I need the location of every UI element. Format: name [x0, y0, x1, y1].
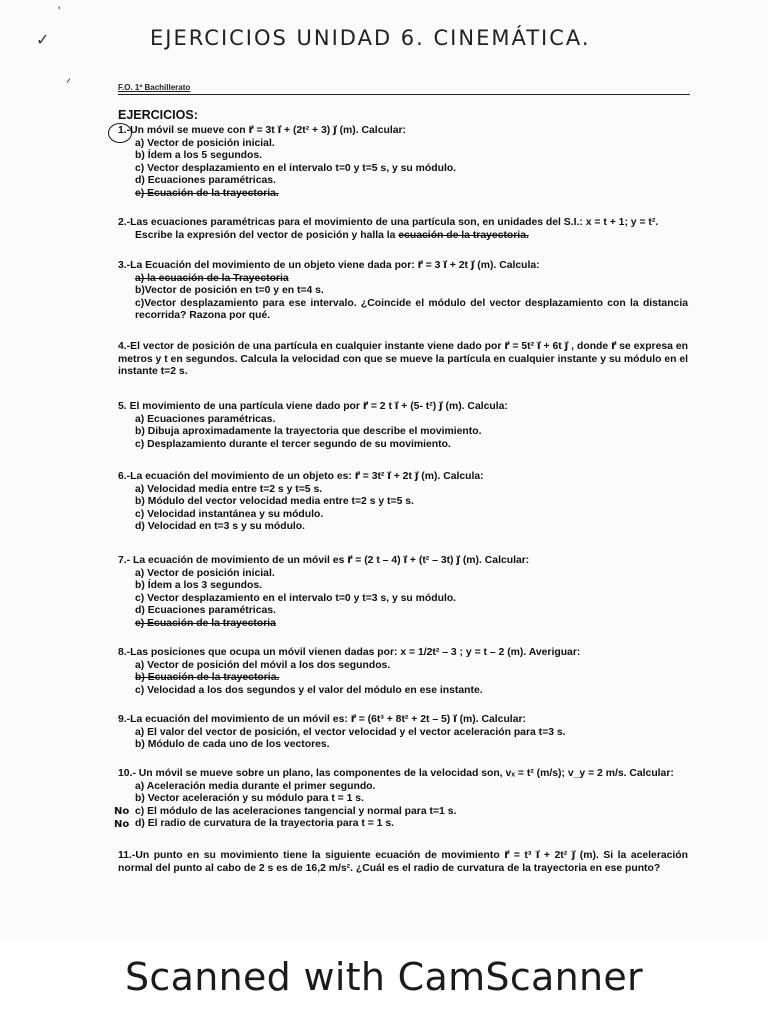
exercise-11	[118, 850, 688, 875]
exercise-number: 5.	[118, 401, 127, 412]
exercise-number: 10.-	[118, 768, 136, 779]
handwritten-no-mark: No	[114, 819, 130, 830]
exercise-item-struck: e) Ecuación de la trayectoria	[135, 617, 276, 629]
exercise-number: 2.-	[118, 217, 131, 228]
exercise-statement: El movimiento de una partícula viene dado por r⃗ = 2 t i⃗ + (5- t²) j⃗ (m). Calcula:	[129, 401, 508, 412]
exercise-statement: La Ecuación del movimiento de un objeto viene dada por: r⃗ = 3 i⃗ + 2t j⃗ (m). Calcula:	[130, 260, 540, 271]
exercise-statement: Las posiciones que ocupa un móvil vienen dadas por: x = 1/2t² – 3 ; y = t – 2 (m). Averiguar:	[130, 647, 581, 658]
exercise-item: d) Ecuaciones paramétricas.	[135, 175, 276, 187]
exercise-item: a) El valor del vector de posición, el vector velocidad y el vector aceleración para t=3 s.	[135, 726, 566, 738]
exercise-item-struck: b) Ecuación de la trayectoria.	[135, 672, 280, 684]
course-label: F.O. 1º Bachillerato	[118, 83, 191, 92]
exercise-item: a) Ecuaciones paramétricas.	[135, 413, 276, 425]
exercise-number: 11.-	[118, 850, 136, 861]
exercise-item: b) Módulo del vector velocidad media entre t=2 s y t=5 s.	[135, 496, 414, 508]
exercise-item: b) Vector aceleración y su módulo para t = 1 s.	[135, 793, 364, 805]
header-rule	[118, 94, 690, 95]
exercise-item: a) Velocidad media entre t=2 s y t=5 s.	[135, 483, 323, 495]
exercise-item: a) Vector de posición inicial.	[135, 567, 275, 579]
handwritten-title: EJERCICIOS UNIDAD 6. CINEMÁTICA.	[150, 26, 591, 50]
exercise-number: 4.-	[118, 341, 131, 352]
exercise-item: c) Velocidad a los dos segundos y el valor del módulo en ese instante.	[135, 684, 483, 696]
exercise-item: a) Aceleración media durante el primer segundo.	[135, 780, 376, 792]
exercise-statement: La ecuación del movimiento de un móvil es: r⃗ = (6t³ + 8t² + 2t – 5) i⃗ (m). Calcular:	[130, 714, 526, 725]
exercise-continuation: Escribe la expresión del vector de posición y halla la	[135, 229, 396, 241]
exercise-number: 6.-	[118, 471, 131, 482]
exercise-5	[118, 401, 688, 451]
exercise-item-struck: a) la ecuación de la Trayectoria	[135, 272, 289, 284]
scan-speck: '	[58, 4, 61, 18]
handwritten-no-mark: No	[114, 806, 130, 817]
section-title: EJERCICIOS:	[118, 108, 198, 122]
exercise-statement: Un móvil se mueve sobre un plano, las componentes de la velocidad son, vₓ = t² (m/s); v_y = 2 m/s. Calcular:	[138, 768, 674, 779]
scan-speck: ᐟ	[66, 76, 72, 90]
exercise-number: 9.-	[118, 714, 131, 725]
exercise-number: 1.-	[118, 125, 131, 136]
exercise-item: d) Velocidad en t=3 s y su módulo.	[135, 521, 306, 533]
exercise-statement: La ecuación de movimiento de un móvil es r⃗ = (2 t – 4) i⃗ + (t² – 3t) j⃗ (m). Calcular:	[133, 555, 530, 566]
exercise-statement: El vector de posición de una partícula en cualquier instante viene dado por r⃗ = 5t² i⃗ + 6t j⃗ , donde r⃗ se expresa en metros y t en segundos. Calcula la velocidad con que se mueve la partícula en cualquier instante y su módulo en el instante t=2 s.	[118, 341, 688, 378]
exercise-8	[118, 647, 688, 697]
exercise-item: b) Dibuja aproximadamente la trayectoria que describe el movimiento.	[135, 426, 482, 438]
exercise-2	[118, 217, 688, 242]
exercise-10	[118, 768, 688, 831]
exercise-statement: Un móvil se mueve con r⃗ = 3t i⃗ + (2t² + 3) j⃗ (m). Calcular:	[130, 125, 406, 136]
exercise-1	[118, 125, 688, 201]
exercise-item: c) Desplazamiento durante el tercer segundo de su movimiento.	[135, 438, 451, 450]
exercise-item-struck: e) Ecuación de la trayectoria.	[135, 187, 279, 199]
exercise-item: c) Vector desplazamiento en el intervalo t=0 y t=3 s, y su módulo.	[135, 592, 457, 604]
exercise-item: b) Ídem a los 5 segundos.	[135, 150, 263, 162]
exercise-6	[118, 471, 688, 534]
exercise-9	[118, 714, 688, 752]
camscanner-watermark: Scanned with CamScanner	[125, 955, 643, 999]
exercise-item: c) Vector desplazamiento en el intervalo t=0 y t=5 s, y su módulo.	[135, 162, 457, 174]
exercise-item: a) Vector de posición del móvil a los dos segundos.	[135, 659, 391, 671]
exercise-number: 3.-	[118, 260, 131, 271]
exercise-statement: La ecuación del movimiento de un objeto es: r⃗ = 3t² i⃗ + 2t j⃗ (m). Calcula:	[130, 471, 484, 482]
exercise-item: c)Vector desplazamiento para ese intervalo. ¿Coincide el módulo del vector desplazamiento con la distancia recorrida? Razona por qué.	[135, 297, 688, 322]
exercise-item: a) Vector de posición inicial.	[135, 137, 275, 149]
exercise-continuation-struck: ecuación de la trayectoria.	[398, 229, 529, 241]
exercise-statement: Las ecuaciones paramétricas para el movimiento de una partícula son, en unidades del S.I.: x = t + 1; y = t².	[130, 217, 659, 228]
exercise-item: b)Vector de posición en t=0 y en t=4 s.	[135, 285, 324, 297]
exercise-item: b) Módulo de cada uno de los vectores.	[135, 739, 330, 751]
exercise-item: d) El radio de curvatura de la trayectoria para t = 1 s.	[135, 818, 394, 830]
exercise-item: d) Ecuaciones paramétricas.	[135, 605, 276, 617]
exercise-number: 8.-	[118, 647, 131, 658]
exercise-statement: Un punto en su movimiento tiene la siguiente ecuación de movimiento r⃗ = t³ i⃗ + 2t² j⃗ (m). Si la aceleración normal del punto al cabo de 2 s es de 16,2 m/s². ¿Cuál es el radio de curvatura de la trayectoria en ese punto?	[118, 850, 688, 874]
exercise-7	[118, 555, 688, 631]
exercise-4	[118, 341, 688, 379]
exercise-3	[118, 260, 688, 323]
scan-speck: ✓	[36, 32, 50, 49]
exercise-number: 7.-	[118, 555, 131, 566]
exercise-item: b) Ídem a los 3 segundos.	[135, 580, 263, 592]
exercise-item: c) Velocidad instantánea y su módulo.	[135, 508, 324, 520]
exercise-item: c) El módulo de las aceleraciones tangencial y normal para t=1 s.	[135, 805, 457, 817]
